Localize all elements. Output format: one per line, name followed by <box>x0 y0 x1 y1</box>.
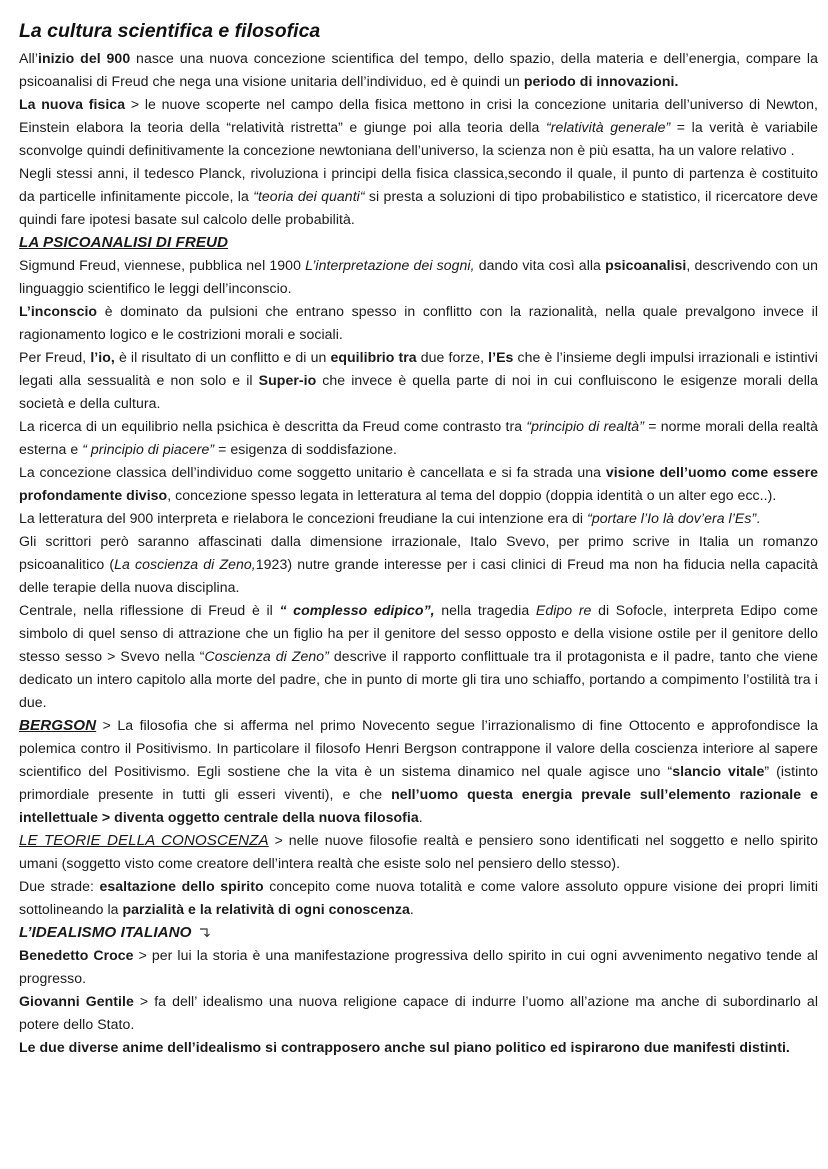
paragraph-nuova-fisica: La nuova fisica > le nuove scoperte nel campo della fisica mettono in crisi la concezione unitaria dell’universo di Newton, Einstein elabora la teoria della “relatività ristretta” e giunge poi alla teoria della “relatività generale” = la verità è variabile sconvolge quindi definitivamente la concezione newtoniana dell’universo, la scienza non è più esatta, ha un valore relativo . <box>19 96 818 158</box>
paragraph-croce: Benedetto Croce > per lui la storia è una manifestazione progressiva dello spirito in cui ogni avvenimento negativo tende al progresso. <box>19 947 818 986</box>
paragraph-complesso-edipico: Centrale, nella riflessione di Freud è il “ complesso edipico”, nella tragedia Edipo re di Sofocle, interpreta Edipo come simbolo di quel senso di attrazione che un figlio ha per il genitore del sesso opposto e della visione ostile per il genitore dello stesso sesso > Svevo nella “Coscienza di Zeno” descrive il rapporto conflittuale tra il protagonista e il padre, tanto che viene dedicato un intero capitolo alla morte del padre, che in punto di morte gli tira uno schiaffo, portando a compimento l’ostilità tra i due. <box>19 602 818 710</box>
paragraph-inizio-900: All’inizio del 900 nasce una nuova concezione scientifica del tempo, dello spazio, della materia e dell’energia, compare la psicoanalisi di Freud che nega una visione unitaria dell’individuo, ed è quindi un periodo di innovazioni. <box>19 50 818 89</box>
paragraph-freud-intro: Sigmund Freud, viennese, pubblica nel 1900 L’interpretazione dei sogni, dando vita così alla psicoanalisi, descrivendo con un linguaggio scientifico le leggi dell’inconscio. <box>19 257 819 296</box>
paragraph-planck: Negli stessi anni, il tedesco Planck, rivoluziona i principi della fisica classica,secondo il quale, il punto di partenza è costituito da particelle infinitamente piccole, la “teoria dei quanti“ si presta a soluzioni di tipo probabilistico e statistico, il ricercatore deve quindi fare ipotesi basate sul calcolo delle probabilità. <box>19 165 818 227</box>
paragraph-letteratura-900: La letteratura del 900 interpreta e rielabora le concezioni freudiane la cui intenzione era di “portare l’Io là dov’era l’Es”. <box>19 510 761 526</box>
section-heading-freud: LA PSICOANALISI DI FREUD <box>19 234 229 251</box>
paragraph-io-es-superio: Per Freud, l’io, è il risultato di un conflitto e di un equilibrio tra due forze, l’Es che è l’insieme degli impulsi irrazionali e istintivi legati alla sessualità e non solo e il Super-io che invece è quella parte di noi in cui confluiscono le esigenze morali della società e della cultura. <box>19 349 819 411</box>
teorie-heading: LE TEORIE DELLA CONOSCENZA <box>19 832 269 849</box>
bergson-heading: BERGSON <box>19 717 97 734</box>
paragraph-conclusione: Le due diverse anime dell’idealismo si contrapposero anche sul piano politico ed ispirarono due manifesti distinti. <box>19 1039 790 1055</box>
paragraph-due-strade: Due strade: esaltazione dello spirito concepito come nuova totalità e come valore assoluto oppure visione dei propri limiti sottolineando la parzialità e la relatività di ogni conoscenza. <box>19 878 819 917</box>
paragraph-svevo: Gli scrittori però saranno affascinati dalla dimensione irrazionale, Italo Svevo, per primo scrive in Italia un romanzo psicoanalitico (La coscienza di Zeno,1923) nutre grande interesse per i casi clinici di Freud ma non ha fiducia nella capacità delle terapie della nuova disciplina. <box>19 533 819 595</box>
paragraph-uomo-diviso: La concezione classica dell’individuo come soggetto unitario è cancellata e si fa strada una visione dell’uomo come essere profondamente diviso, concezione spesso legata in letteratura al tema del doppio (doppia identità o un alter ego ecc..). <box>19 464 818 503</box>
paragraph-teorie-conoscenza: LE TEORIE DELLA CONOSCENZA > nelle nuove filosofie realtà e pensiero sono identificati nel soggetto e nello spirito umani (soggetto visto come creatore dell’intera realtà che esiste solo nel pensiero dello stesso). <box>19 832 818 871</box>
section-heading-idealismo: L’IDEALISMO ITALIANO <box>19 921 818 944</box>
arrow-down-icon <box>198 925 212 939</box>
paragraph-gentile: Giovanni Gentile > fa dell’ idealismo una nuova religione capace di indurre l’uomo all’azione ma anche di subordinarlo al potere dello Stato. <box>19 993 818 1032</box>
paragraph-bergson: BERGSON > La filosofia che si afferma nel primo Novecento segue l’irrazionalismo di fine Ottocento e approfondisce la polemica contro il Positivismo. In particolare il filosofo Henri Bergson contrappone il valore della coscienza interiore al sapere scientifico del Positivismo. Egli sostiene che la vita è un sistema dinamico nel quale agisce uno “slancio vitale” (istinto primordiale presente in tutti gli esseri viventi), e che nell’uomo questa energia prevale sull’elemento razionale e intellettuale > diventa oggetto centrale della nuova filosofia. <box>19 717 818 825</box>
document-page <box>19 18 818 1059</box>
paragraph-inconscio: L’inconscio è dominato da pulsioni che entrano spesso in conflitto con la razionalità, nella quale prevalgono invece il ragionamento logico e le costrizioni morali e sociali. <box>19 303 818 342</box>
page-title: La cultura scientifica e filosofica <box>19 20 321 42</box>
paragraph-principi: La ricerca di un equilibrio nella psichica è descritta da Freud come contrasto tra “principio di realtà” = norme morali della realtà esterna e “ principio di piacere” = esigenza di soddisfazione. <box>19 418 818 457</box>
